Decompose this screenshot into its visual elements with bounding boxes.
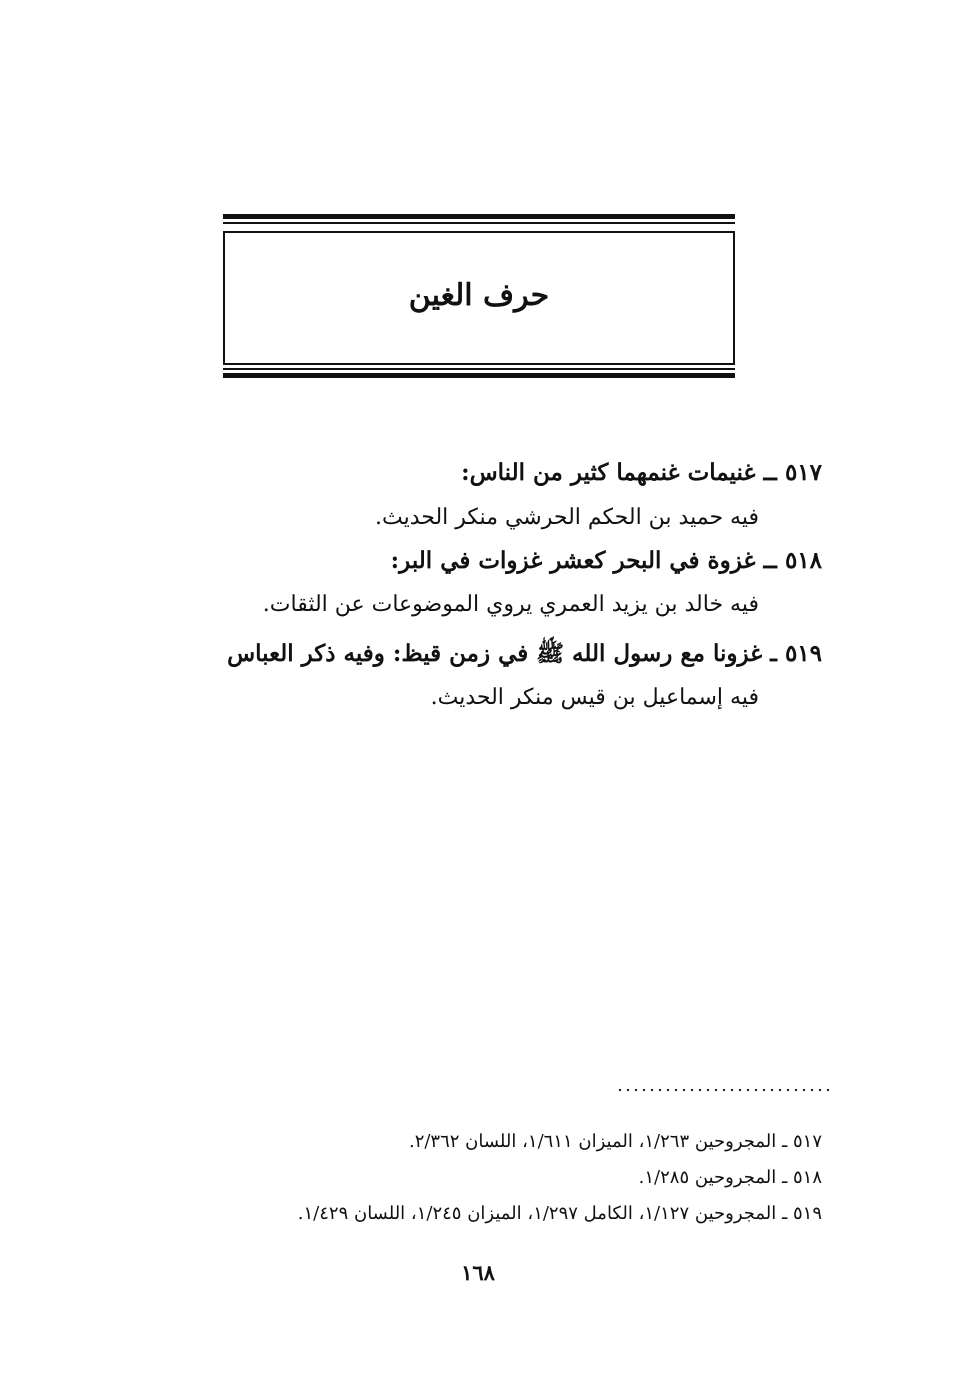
footnote-separator [616,1088,830,1092]
page-number: ١٦٨ [461,1260,495,1285]
entry-518-text: فيه خالد بن يزيد العمري يروي الموضوعات عن الثقات. [262,592,759,617]
heading-bottom-thin-rule [223,368,735,370]
entry-517-text: فيه حميد بن الحكم الحرشي منكر الحديث. [374,505,759,530]
chapter-title: حرف الغين [408,278,550,313]
entry-517-heading: ٥١٧ ــ غنيمات غنمهما كثير من الناس: [461,459,822,486]
heading-top-thin-rule [223,222,735,224]
entry-519-text: فيه إسماعيل بن قيس منكر الحديث. [430,685,759,710]
footnote-517: ٥١٧ ـ المجروحين ١/٢٦٣، الميزان ١/٦١١، اللسان ٢/٣٦٢. [408,1131,822,1152]
entry-518-heading: ٥١٨ ــ غزوة في البحر كعشر غزوات في البر: [390,547,822,574]
footnote-518: ٥١٨ ـ المجروحين ١/٢٨٥. [638,1167,822,1188]
entry-519-heading: ٥١٩ ـ غزونا مع رسول الله ﷺ في زمن قيظ: وفيه ذكر العباس [227,640,822,667]
heading-top-thick-rule [223,214,735,219]
heading-bottom-thick-rule [223,373,735,378]
footnote-519: ٥١٩ ـ المجروحين ١/١٢٧، الكامل ١/٢٩٧، الميزان ١/٢٤٥، اللسان ١/٤٢٩. [297,1203,822,1224]
